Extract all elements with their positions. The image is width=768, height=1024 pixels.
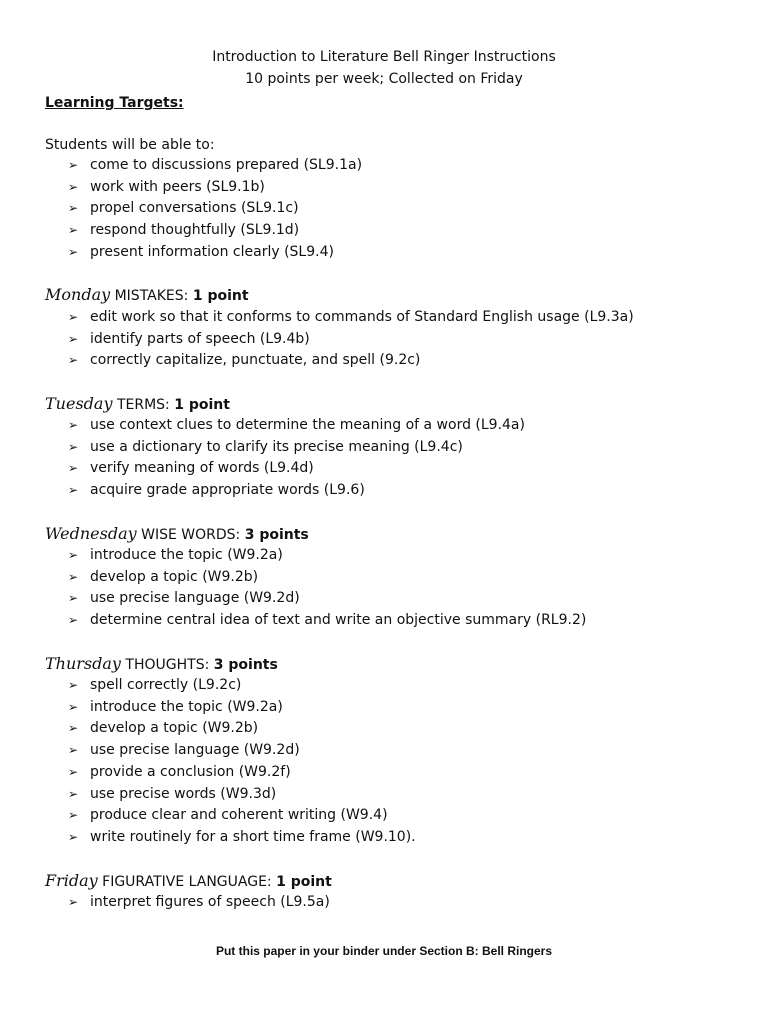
day-name: Thursday	[45, 654, 121, 673]
arrowhead-bullet-icon: ➢	[68, 548, 79, 562]
day-heading-friday	[45, 869, 332, 894]
arrowhead-bullet-icon: ➢	[68, 613, 79, 628]
learning-targets-heading: Learning Targets:	[45, 95, 184, 111]
day-label: THOUGHTS:	[125, 657, 210, 673]
arrowhead-bullet-icon: ➢	[68, 808, 79, 823]
list-item: ➢ work with peers (SL9.1b)	[68, 177, 362, 199]
list-item: ➢ verify meaning of words (L9.4d)	[68, 458, 525, 480]
arrowhead-bullet-icon: ➢	[68, 418, 79, 432]
day-label: TERMS:	[116, 397, 170, 413]
arrowhead-bullet-icon: ➢	[68, 223, 79, 238]
arrowhead-bullet-icon: ➢	[68, 483, 79, 498]
arrowhead-bullet-icon: ➢	[68, 786, 79, 801]
footer-note: Put this paper in your binder under Section B: Bell Ringers	[215, 944, 553, 958]
list-item: ➢ spell correctly (L9.2c)	[68, 675, 416, 697]
arrowhead-bullet-icon: ➢	[68, 244, 79, 259]
list-item: ➢ use precise language (W9.2d)	[68, 740, 416, 762]
day-points: 1 point	[174, 397, 230, 413]
day-points: 3 points	[213, 657, 278, 673]
day-points: 1 point	[276, 874, 332, 890]
learning-targets-list	[68, 155, 362, 264]
list-item: ➢ develop a topic (W9.2b)	[68, 567, 586, 589]
list-item: ➢ use precise words (W9.3d)	[68, 784, 416, 806]
list-item: ➢ develop a topic (W9.2b)	[68, 718, 416, 740]
arrowhead-bullet-icon: ➢	[68, 895, 79, 909]
wednesday-list	[68, 545, 586, 632]
arrowhead-bullet-icon: ➢	[68, 201, 79, 216]
day-label: WISE WORDS:	[141, 527, 241, 543]
tuesday-list	[68, 415, 525, 502]
day-heading-tuesday	[45, 392, 230, 417]
arrowhead-bullet-icon: ➢	[68, 179, 79, 194]
list-item: ➢ come to discussions prepared (SL9.1a)	[68, 155, 362, 177]
list-item: ➢ interpret figures of speech (L9.5a)	[68, 892, 330, 914]
list-item: ➢ identify parts of speech (L9.4b)	[68, 329, 634, 351]
arrowhead-bullet-icon: ➢	[68, 743, 79, 758]
friday-list	[68, 892, 330, 914]
list-item: ➢ present information clearly (SL9.4)	[68, 242, 362, 264]
day-name: Tuesday	[45, 394, 113, 413]
arrowhead-bullet-icon: ➢	[68, 439, 79, 454]
list-item: ➢ edit work so that it conforms to commands of Standard English usage (L9.3a)	[68, 307, 634, 329]
arrowhead-bullet-icon: ➢	[68, 721, 79, 736]
list-item: ➢ produce clear and coherent writing (W9.4)	[68, 805, 416, 827]
thursday-list	[68, 675, 416, 849]
monday-list	[68, 307, 634, 372]
day-heading-wednesday	[45, 522, 309, 547]
document-title: Introduction to Literature Bell Ringer Instructions	[212, 49, 556, 65]
list-item: ➢ determine central idea of text and write an objective summary (RL9.2)	[68, 610, 586, 632]
list-item: ➢ introduce the topic (W9.2a)	[68, 545, 586, 567]
day-label: MISTAKES:	[114, 288, 189, 304]
list-item: ➢ respond thoughtfully (SL9.1d)	[68, 220, 362, 242]
day-points: 3 points	[244, 527, 309, 543]
day-points: 1 point	[192, 288, 249, 304]
arrowhead-bullet-icon: ➢	[68, 591, 79, 606]
arrowhead-bullet-icon: ➢	[68, 569, 79, 584]
list-item: ➢ use context clues to determine the meaning of a word (L9.4a)	[68, 415, 525, 437]
list-item: ➢ provide a conclusion (W9.2f)	[68, 762, 416, 784]
arrowhead-bullet-icon: ➢	[68, 310, 79, 324]
arrowhead-bullet-icon: ➢	[68, 829, 79, 844]
list-item: ➢ use precise language (W9.2d)	[68, 588, 586, 610]
arrowhead-bullet-icon: ➢	[68, 461, 79, 476]
day-name: Monday	[45, 285, 111, 304]
arrowhead-bullet-icon: ➢	[68, 699, 79, 714]
arrowhead-bullet-icon: ➢	[68, 353, 79, 368]
day-heading-monday	[45, 283, 249, 308]
list-item: ➢ use a dictionary to clarify its precise meaning (L9.4c)	[68, 437, 525, 459]
document-subtitle: 10 points per week; Collected on Friday	[245, 71, 523, 87]
list-item: ➢ correctly capitalize, punctuate, and spell (9.2c)	[68, 350, 634, 372]
arrowhead-bullet-icon: ➢	[68, 678, 79, 692]
learning-targets-intro: Students will be able to:	[45, 137, 215, 153]
day-heading-thursday	[45, 652, 278, 677]
arrowhead-bullet-icon: ➢	[68, 764, 79, 779]
arrowhead-bullet-icon: ➢	[68, 331, 79, 346]
day-name: Wednesday	[45, 524, 137, 543]
list-item: ➢ introduce the topic (W9.2a)	[68, 697, 416, 719]
day-name: Friday	[45, 871, 98, 890]
list-item: ➢ write routinely for a short time frame (W9.10).	[68, 827, 416, 849]
day-label: FIGURATIVE LANGUAGE:	[102, 874, 272, 890]
list-item: ➢ acquire grade appropriate words (L9.6)	[68, 480, 525, 502]
list-item: ➢ propel conversations (SL9.1c)	[68, 198, 362, 220]
arrowhead-bullet-icon: ➢	[68, 158, 79, 172]
